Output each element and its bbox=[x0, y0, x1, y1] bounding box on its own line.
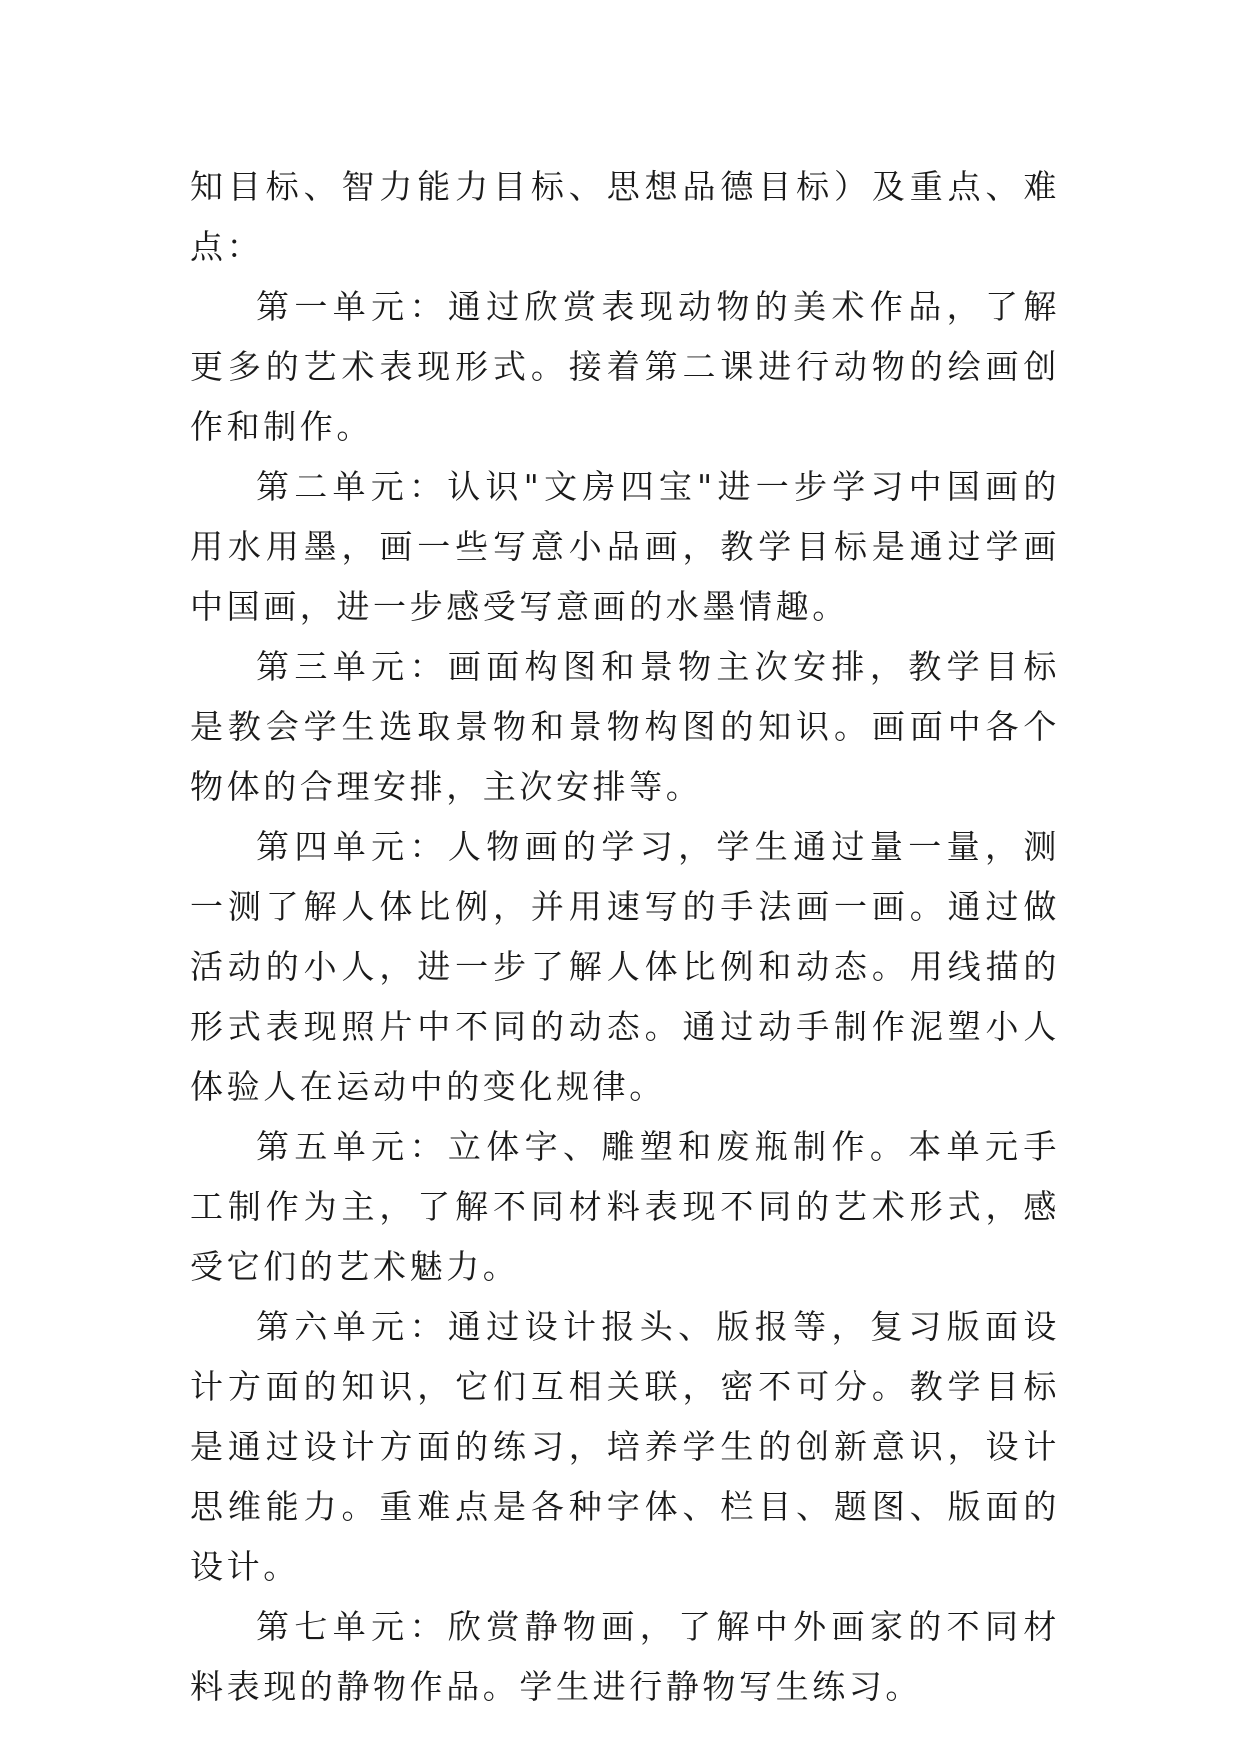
document-body bbox=[190, 157, 1060, 1717]
paragraph-unit-3: 第三单元：画面构图和景物主次安排，教学目标是教会学生选取景物和景物构图的知识。画面中各个物体的合理安排，主次安排等。 bbox=[190, 647, 1060, 806]
paragraph-intro: 知目标、智力能力目标、思想品德目标）及重点、难点： bbox=[190, 167, 1060, 266]
paragraph-unit-6: 第六单元：通过设计报头、版报等，复习版面设计方面的知识，它们互相关联，密不可分。教学目标是通过设计方面的练习，培养学生的创新意识，设计思维能力。重难点是各种字体、栏目、题图、版面的设计。 bbox=[190, 1307, 1060, 1586]
paragraph-unit-2: 第二单元：认识"文房四宝"进一步学习中国画的用水用墨，画一些写意小品画，教学目标是通过学画中国画，进一步感受写意画的水墨情趣。 bbox=[190, 467, 1060, 626]
paragraph-unit-5: 第五单元：立体字、雕塑和废瓶制作。本单元手工制作为主，了解不同材料表现不同的艺术形式，感受它们的艺术魅力。 bbox=[190, 1127, 1060, 1286]
paragraph-unit-4: 第四单元：人物画的学习，学生通过量一量，测一测了解人体比例，并用速写的手法画一画。通过做活动的小人，进一步了解人体比例和动态。用线描的形式表现照片中不同的动态。通过动手制作泥塑小人体验人在运动中的变化规律。 bbox=[190, 827, 1060, 1106]
paragraph-unit-1: 第一单元：通过欣赏表现动物的美术作品，了解更多的艺术表现形式。接着第二课进行动物的绘画创作和制作。 bbox=[190, 287, 1060, 446]
paragraph-unit-7: 第七单元：欣赏静物画，了解中外画家的不同材料表现的静物作品。学生进行静物写生练习。 bbox=[190, 1607, 1060, 1706]
